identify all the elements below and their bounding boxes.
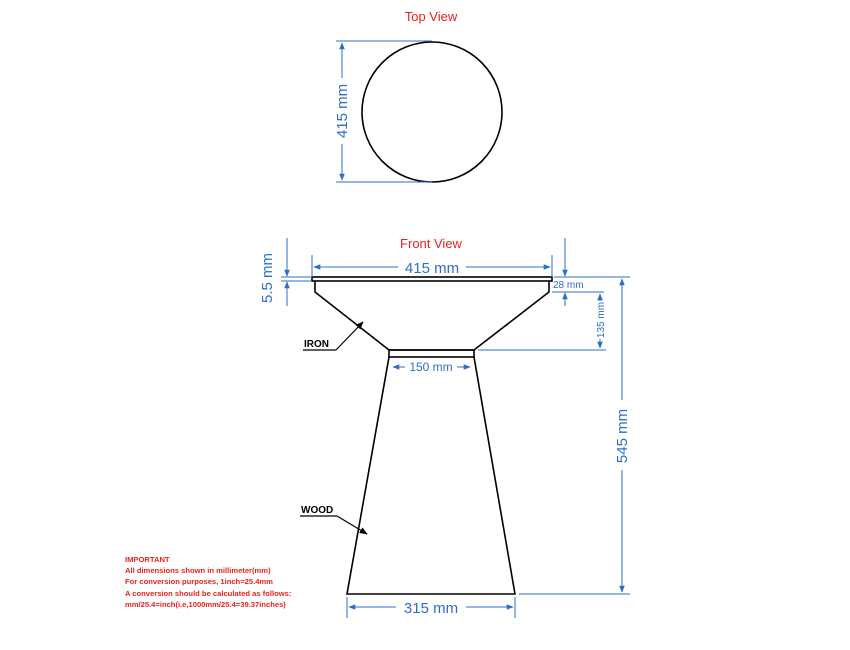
neck-band [389, 350, 474, 357]
notes-line: mm/25.4=inch(i.e,1000mm/25.4=39.37inches) [125, 599, 286, 609]
tabletop-slab [312, 277, 552, 281]
wood-callout: WOOD [301, 505, 334, 516]
front-view-title: Front View [400, 236, 462, 251]
iron-height-label: 135 mm [596, 301, 607, 339]
top-view-title: Top View [404, 9, 458, 24]
notes-line: A conversion should be calculated as follows: [125, 588, 292, 598]
front-width-label: 415 mm [404, 260, 460, 277]
iron-bowl [315, 281, 549, 350]
top-thickness-label: 5.5 mm [259, 252, 276, 304]
tabletop-circle [362, 42, 502, 182]
notes-heading: IMPORTANT [125, 555, 170, 564]
top-diameter-label: 415 mm [334, 83, 351, 139]
conversion-notes [125, 554, 291, 610]
height-label: 545 mm [614, 408, 631, 464]
base-label: 315 mm [403, 600, 459, 617]
rim-label: 28 mm [553, 280, 584, 291]
wood-leg [347, 357, 515, 594]
neck-label: 150 mm [409, 360, 453, 374]
notes-line: For conversion purposes, 1inch=25.4mm [125, 577, 273, 587]
notes-line: All dimensions shown in millimeter(mm) [125, 566, 271, 576]
top-view [334, 9, 502, 182]
iron-callout: IRON [304, 339, 329, 350]
front-view [259, 236, 632, 618]
